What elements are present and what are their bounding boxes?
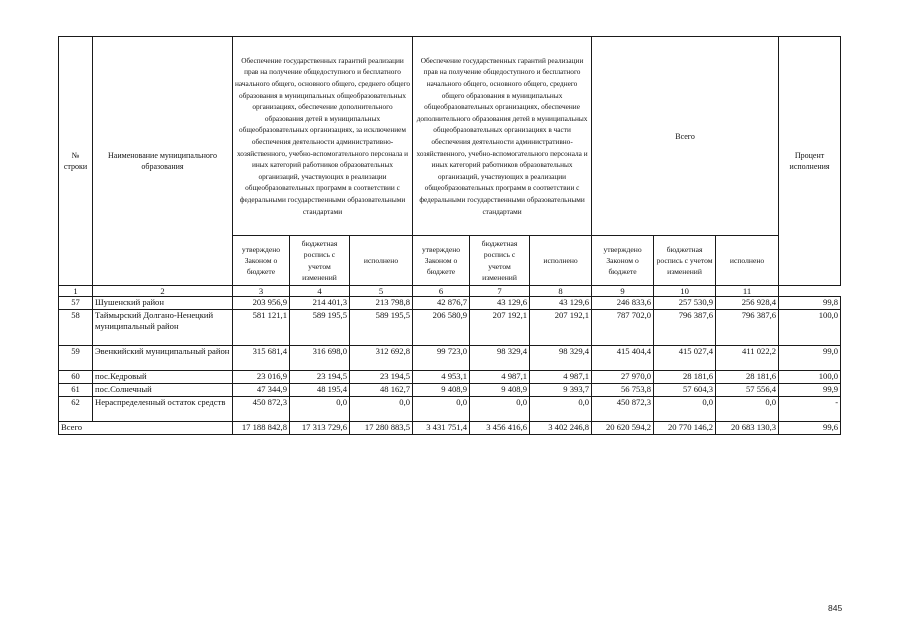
cell-percent: 100,0 — [779, 371, 841, 384]
cell-total-budget-list: 796 387,6 — [654, 310, 716, 346]
cell-executed: 589 195,5 — [350, 310, 413, 346]
subheader-budget-list: бюджетная роспись с учетом изменений — [654, 236, 716, 286]
cell-executed: 23 194,5 — [350, 371, 413, 384]
cell-total-budget-list: 57 604,3 — [654, 384, 716, 397]
municipality-name: Эвенкийский муниципальный район — [93, 346, 233, 371]
row-number: 59 — [59, 346, 93, 371]
table-row — [59, 384, 841, 397]
column-number: 3 — [233, 286, 290, 297]
cell-total-budget-list: 257 530,9 — [654, 297, 716, 310]
column-number: 1 — [59, 286, 93, 297]
subheader-approved: утверждено Законом о бюджете — [592, 236, 654, 286]
page-number: 845 — [828, 603, 843, 613]
cell-budget-list: 43 129,6 — [470, 297, 530, 310]
total-all-approved: 20 620 594,2 — [592, 422, 654, 435]
cell-budget-list: 214 401,3 — [290, 297, 350, 310]
cell-budget-list: 316 698,0 — [290, 346, 350, 371]
cell-budget-list: 4 987,1 — [470, 371, 530, 384]
subheader-approved: утверждено Законом о бюджете — [413, 236, 470, 286]
table-row — [59, 346, 841, 371]
column-number-row — [59, 286, 841, 297]
row-number: 60 — [59, 371, 93, 384]
municipality-name: Таймырский Долгано-Ненецкий муниципальный район — [93, 310, 233, 346]
total-label: Всего — [59, 422, 233, 435]
cell-executed: 98 329,4 — [530, 346, 592, 371]
subheader-executed: исполнено — [716, 236, 779, 286]
cell-total-budget-list: 0,0 — [654, 397, 716, 422]
cell-approved: 206 580,9 — [413, 310, 470, 346]
cell-approved: 23 016,9 — [233, 371, 290, 384]
column-number: 11 — [716, 286, 779, 297]
cell-approved: 315 681,4 — [233, 346, 290, 371]
total-all-budget-list: 20 770 146,2 — [654, 422, 716, 435]
total-approved: 17 188 842,8 — [233, 422, 290, 435]
total-budget-list: 3 456 416,6 — [470, 422, 530, 435]
cell-approved: 9 408,9 — [413, 384, 470, 397]
total-row — [59, 422, 841, 435]
budget-table — [58, 36, 841, 435]
row-number: 58 — [59, 310, 93, 346]
cell-percent: 100,0 — [779, 310, 841, 346]
cell-budget-list: 23 194,5 — [290, 371, 350, 384]
municipality-name: пос.Кедровый — [93, 371, 233, 384]
total-executed: 17 280 883,5 — [350, 422, 413, 435]
row-number: 57 — [59, 297, 93, 310]
cell-total-approved: 450 872,3 — [592, 397, 654, 422]
cell-budget-list: 48 195,4 — [290, 384, 350, 397]
column-number: 2 — [93, 286, 233, 297]
column-number: 4 — [290, 286, 350, 297]
cell-percent: 99,9 — [779, 384, 841, 397]
column-number: 9 — [592, 286, 654, 297]
municipality-name: Нераспределенный остаток средств — [93, 397, 233, 422]
row-number: 61 — [59, 384, 93, 397]
column-number: 7 — [470, 286, 530, 297]
header-group-guarantees-support-staff: Обеспечение государственных гарантий реализации прав на получение общедоступного и бесплатного начального общего, основного общего, среднего общего образования в муниципальных общеобразовательных организациях, обеспечение дополнительного образования детей в муниципальных общеобразовательных организациях в части обеспечения деятельности административно-хозяйственного, учебно-вспомогательного персонала и иных категорий работников образовательных организаций, участвующих в реализации общеобразовательных программ в соответствии с федеральными государственными образовательными стандартами — [413, 37, 592, 236]
cell-executed: 4 987,1 — [530, 371, 592, 384]
cell-executed: 9 393,7 — [530, 384, 592, 397]
cell-executed: 312 692,8 — [350, 346, 413, 371]
column-number: 8 — [530, 286, 592, 297]
municipality-name: Шушенский район — [93, 297, 233, 310]
total-all-executed: 20 683 130,3 — [716, 422, 779, 435]
cell-percent: - — [779, 397, 841, 422]
cell-total-approved: 27 970,0 — [592, 371, 654, 384]
cell-total-approved: 246 833,6 — [592, 297, 654, 310]
header-municipality-name: Наименование муниципального образования — [93, 37, 233, 286]
cell-percent: 99,0 — [779, 346, 841, 371]
table-row — [59, 310, 841, 346]
cell-total-approved: 56 753,8 — [592, 384, 654, 397]
cell-executed: 0,0 — [530, 397, 592, 422]
total-approved: 3 431 751,4 — [413, 422, 470, 435]
cell-total-executed: 796 387,6 — [716, 310, 779, 346]
cell-budget-list: 98 329,4 — [470, 346, 530, 371]
cell-total-budget-list: 28 181,6 — [654, 371, 716, 384]
cell-total-executed: 57 556,4 — [716, 384, 779, 397]
cell-executed: 213 798,8 — [350, 297, 413, 310]
cell-executed: 207 192,1 — [530, 310, 592, 346]
subheader-budget-list: бюджетная роспись с учетом изменений — [470, 236, 530, 286]
total-percent: 99,6 — [779, 422, 841, 435]
column-number: 5 — [350, 286, 413, 297]
row-number: 62 — [59, 397, 93, 422]
cell-percent: 99,8 — [779, 297, 841, 310]
table-row — [59, 397, 841, 422]
cell-budget-list: 0,0 — [290, 397, 350, 422]
column-number: 6 — [413, 286, 470, 297]
cell-total-executed: 411 022,2 — [716, 346, 779, 371]
cell-approved: 450 872,3 — [233, 397, 290, 422]
cell-total-executed: 28 181,6 — [716, 371, 779, 384]
cell-budget-list: 207 192,1 — [470, 310, 530, 346]
cell-total-executed: 256 928,4 — [716, 297, 779, 310]
table-row — [59, 371, 841, 384]
cell-approved: 581 121,1 — [233, 310, 290, 346]
cell-budget-list: 9 408,9 — [470, 384, 530, 397]
cell-total-executed: 0,0 — [716, 397, 779, 422]
table-row — [59, 297, 841, 310]
cell-budget-list: 0,0 — [470, 397, 530, 422]
cell-total-approved: 787 702,0 — [592, 310, 654, 346]
cell-budget-list: 589 195,5 — [290, 310, 350, 346]
cell-executed: 48 162,7 — [350, 384, 413, 397]
cell-executed: 0,0 — [350, 397, 413, 422]
header-row-number: № строки — [59, 37, 93, 286]
cell-approved: 4 953,1 — [413, 371, 470, 384]
header-group-guarantees-main: Обеспечение государственных гарантий реализации прав на получение общедоступного и бесплатного начального общего, основного общего, среднего общего образования в муниципальных общеобразовательных организациях, обеспечение дополнительного образования детей в муниципальных общеобразовательных организациях, за исключением обеспечения деятельности административно-хозяйственного, учебно-вспомогательного персонала и иных категорий работников образовательных организаций, участвующих в реализации общеобразовательных программ в соответствии с федеральными государственными образовательными стандартами — [233, 37, 413, 236]
municipality-name: пос.Солнечный — [93, 384, 233, 397]
cell-total-budget-list: 415 027,4 — [654, 346, 716, 371]
subheader-budget-list: бюджетная роспись с учетом изменений — [290, 236, 350, 286]
header-percent-execution: Процент исполнения — [779, 37, 841, 286]
total-executed: 3 402 246,8 — [530, 422, 592, 435]
subheader-approved: утверждено Законом о бюджете — [233, 236, 290, 286]
subheader-executed: исполнено — [530, 236, 592, 286]
header-group-total: Всего — [592, 37, 779, 236]
cell-approved: 99 723,0 — [413, 346, 470, 371]
cell-approved: 42 876,7 — [413, 297, 470, 310]
cell-executed: 43 129,6 — [530, 297, 592, 310]
subheader-executed: исполнено — [350, 236, 413, 286]
cell-approved: 0,0 — [413, 397, 470, 422]
total-budget-list: 17 313 729,6 — [290, 422, 350, 435]
cell-approved: 47 344,9 — [233, 384, 290, 397]
column-number: 10 — [654, 286, 716, 297]
cell-approved: 203 956,9 — [233, 297, 290, 310]
cell-total-approved: 415 404,4 — [592, 346, 654, 371]
